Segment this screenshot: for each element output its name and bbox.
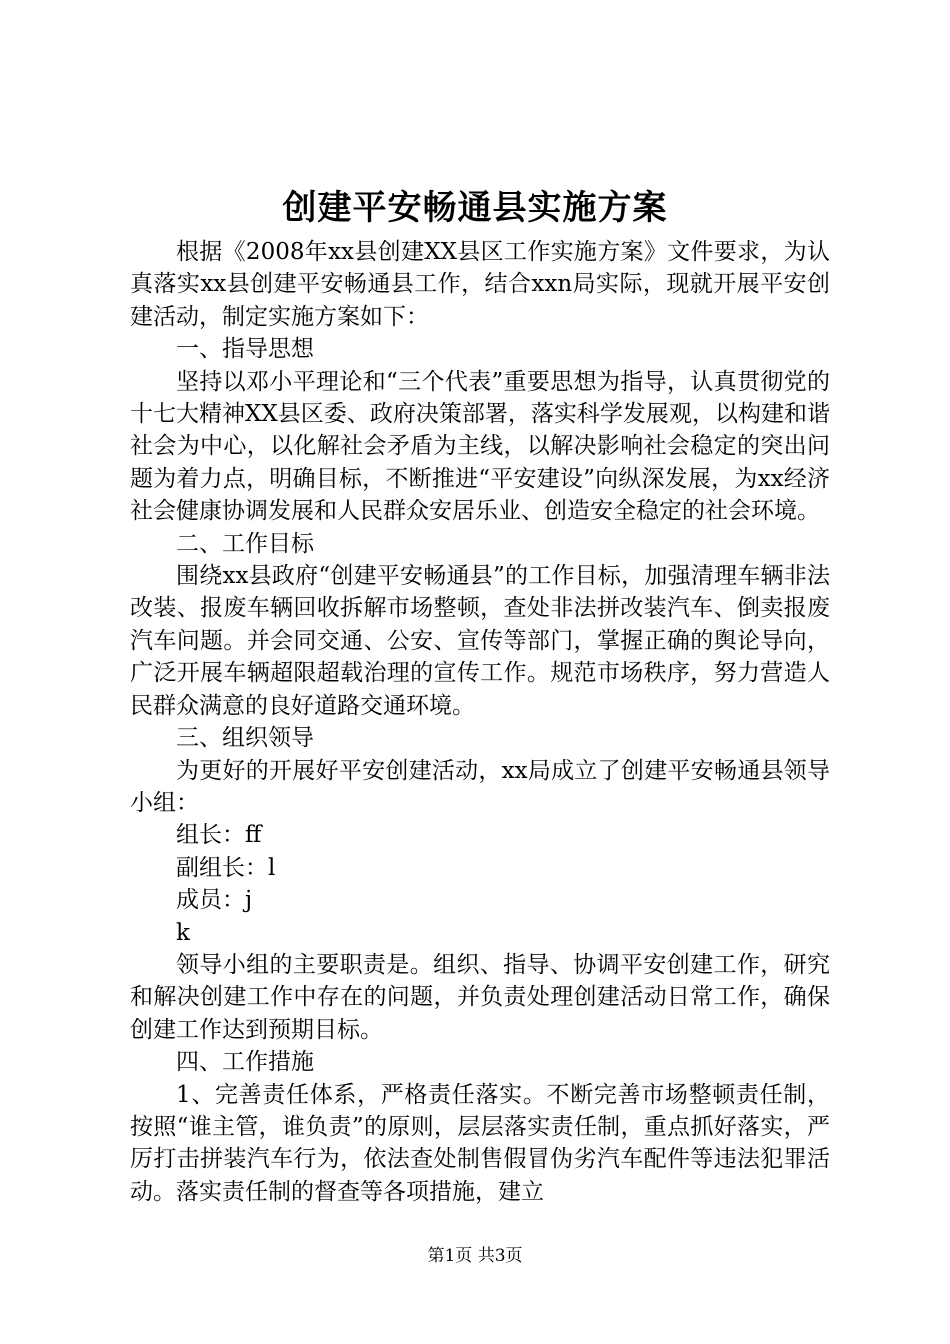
document-body — [130, 236, 830, 1208]
group-duty-paragraph: 领导小组的主要职责是。组织、指导、协调平安创建工作，研究和解决创建工作中存在的问题，并负责处理创建活动日常工作，确保创建工作达到预期目标。 — [130, 951, 830, 1043]
deputy-leader-line: 副组长：l — [176, 854, 276, 881]
page-number-footer: 第1页 共3页 — [427, 1246, 523, 1266]
intro-paragraph: 根据《2008年xx县创建XX县区工作实施方案》文件要求，为认真落实xx县创建平安畅通县工作，结合xxn局实际，现就开展平安创建活动，制定实施方案如下： — [130, 239, 830, 330]
organization-paragraph: 为更好的开展好平安创建活动，xx局成立了创建平安畅通县领导小组： — [130, 757, 830, 816]
section-heading-work-measures: 四、工作措施 — [176, 1049, 314, 1076]
guiding-ideology-paragraph: 坚持以邓小平理论和“三个代表”重要思想为指导，认真贯彻党的十七大精神XX县区委、政府决策部署，落实科学发展观，以构建和谐社会为中心，以化解社会矛盾为主线，以解决影响社会稳定的突出问题为着力点，明确目标，不断推进“平安建设”向纵深发展，为xx经济社会健康协调发展和人民群众安居乐业、创造安全稳定的社会环境。 — [130, 368, 830, 525]
section-heading-guiding-ideology: 一、指导思想 — [176, 336, 314, 363]
members-line: 成员：j — [176, 887, 253, 914]
members-continuation-line: k — [176, 919, 190, 946]
work-measures-paragraph: 1、完善责任体系，严格责任落实。不断完善市场整顿责任制，按照“谁主管，谁负责”的原则，层层落实责任制，重点抓好落实，严厉打击拼装汽车行为，依法查处制售假冒伪劣汽车配件等违法犯罪活动。落实责任制的督查等各项措施，建立 — [130, 1081, 830, 1205]
work-goals-paragraph: 围绕xx县政府“创建平安畅通县”的工作目标，加强清理车辆非法改装、报废车辆回收拆解市场整顿，查处非法拼改装汽车、倒卖报废汽车问题。并会同交通、公安、宣传等部门，掌握正确的舆论导向，广泛开展车辆超限超载治理的宣传工作。规范市场秩序，努力营造人民群众满意的良好道路交通环境。 — [130, 563, 830, 719]
document-title: 创建平安畅通县实施方案 — [282, 188, 668, 228]
section-heading-organization: 三、组织领导 — [176, 725, 314, 752]
section-heading-work-goals: 二、工作目标 — [176, 530, 314, 557]
group-leader-line: 组长：ff — [176, 822, 262, 849]
